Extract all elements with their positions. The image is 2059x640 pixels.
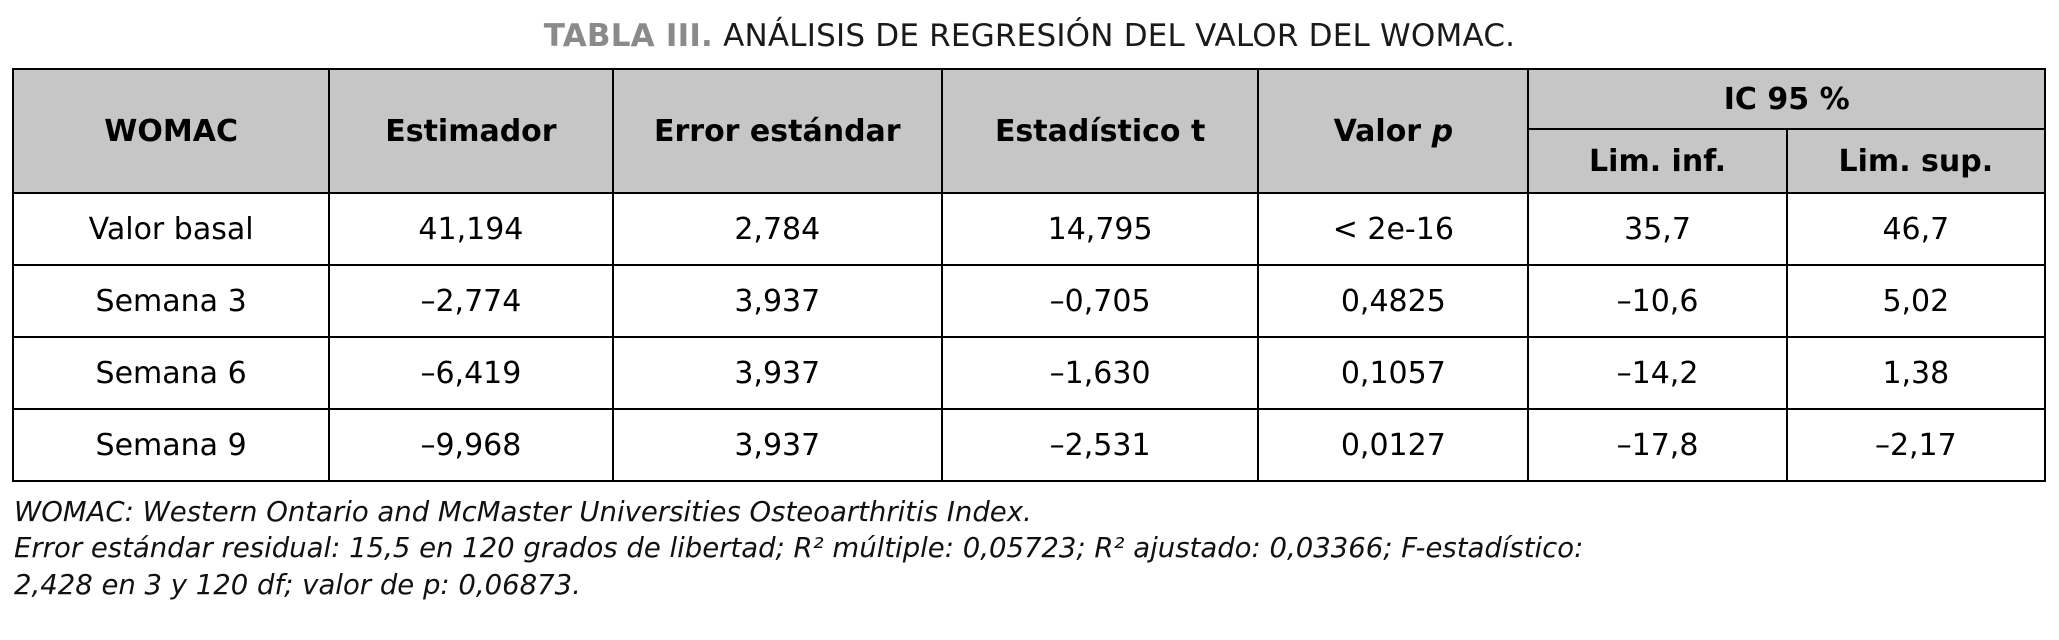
row-label: Semana 6 (13, 337, 329, 409)
cell-t: –2,531 (942, 409, 1258, 481)
caption-label: TABLA III. (543, 18, 714, 54)
cell-lim-inf: –10,6 (1528, 265, 1786, 337)
table-row (13, 193, 2045, 265)
table-head (13, 69, 2045, 193)
header-valor-p (1258, 69, 1528, 193)
header-error-estandar: Error estándar (613, 69, 942, 193)
caption-text: ANÁLISIS DE REGRESIÓN DEL VALOR DEL WOMAC. (713, 18, 1516, 54)
cell-p: 0,4825 (1258, 265, 1528, 337)
cell-p: < 2e-16 (1258, 193, 1528, 265)
cell-error: 3,937 (613, 265, 942, 337)
table-body (13, 193, 2045, 481)
cell-lim-inf: 35,7 (1528, 193, 1786, 265)
header-ic-95: IC 95 % (1528, 69, 2045, 129)
cell-error: 3,937 (613, 409, 942, 481)
cell-lim-inf: –17,8 (1528, 409, 1786, 481)
header-lim-inf: Lim. inf. (1528, 129, 1786, 193)
cell-lim-inf: –14,2 (1528, 337, 1786, 409)
cell-p: 0,1057 (1258, 337, 1528, 409)
table-row (13, 265, 2045, 337)
row-label: Semana 3 (13, 265, 329, 337)
header-row-primary (13, 69, 2045, 129)
row-label: Valor basal (13, 193, 329, 265)
cell-t: 14,795 (942, 193, 1258, 265)
table-footnotes (14, 494, 2034, 603)
cell-error: 2,784 (613, 193, 942, 265)
cell-estimador: –2,774 (329, 265, 612, 337)
header-estimador: Estimador (329, 69, 612, 193)
cell-lim-sup: 5,02 (1787, 265, 2045, 337)
cell-t: –1,630 (942, 337, 1258, 409)
cell-estimador: –9,968 (329, 409, 612, 481)
header-womac: WOMAC (13, 69, 329, 193)
cell-p: 0,0127 (1258, 409, 1528, 481)
cell-lim-sup: 46,7 (1787, 193, 2045, 265)
regression-table (12, 68, 2046, 482)
footnote-statistics-line1: Error estándar residual: 15,5 en 120 grados de libertad; R² múltiple: 0,05723; R² ajustado: 0,03366; F-estadístico: (14, 532, 1584, 565)
row-label: Semana 9 (13, 409, 329, 481)
cell-lim-sup: 1,38 (1787, 337, 2045, 409)
cell-estimador: 41,194 (329, 193, 612, 265)
header-estadistico-t: Estadístico t (942, 69, 1258, 193)
cell-t: –0,705 (942, 265, 1258, 337)
header-valor-p-symbol: p (1431, 113, 1454, 149)
footnote-abbreviation: WOMAC: Western Ontario and McMaster Universities Osteoarthritis Index. (14, 496, 1032, 528)
cell-error: 3,937 (613, 337, 942, 409)
cell-estimador: –6,419 (329, 337, 612, 409)
table-caption (0, 0, 2059, 68)
footnote-statistics-line2: 2,428 en 3 y 120 df; valor de p: 0,06873. (14, 568, 581, 601)
header-lim-sup: Lim. sup. (1787, 129, 2045, 193)
table-row (13, 409, 2045, 481)
cell-lim-sup: –2,17 (1787, 409, 2045, 481)
table-row (13, 337, 2045, 409)
header-valor-p-prefix: Valor (1333, 113, 1432, 149)
